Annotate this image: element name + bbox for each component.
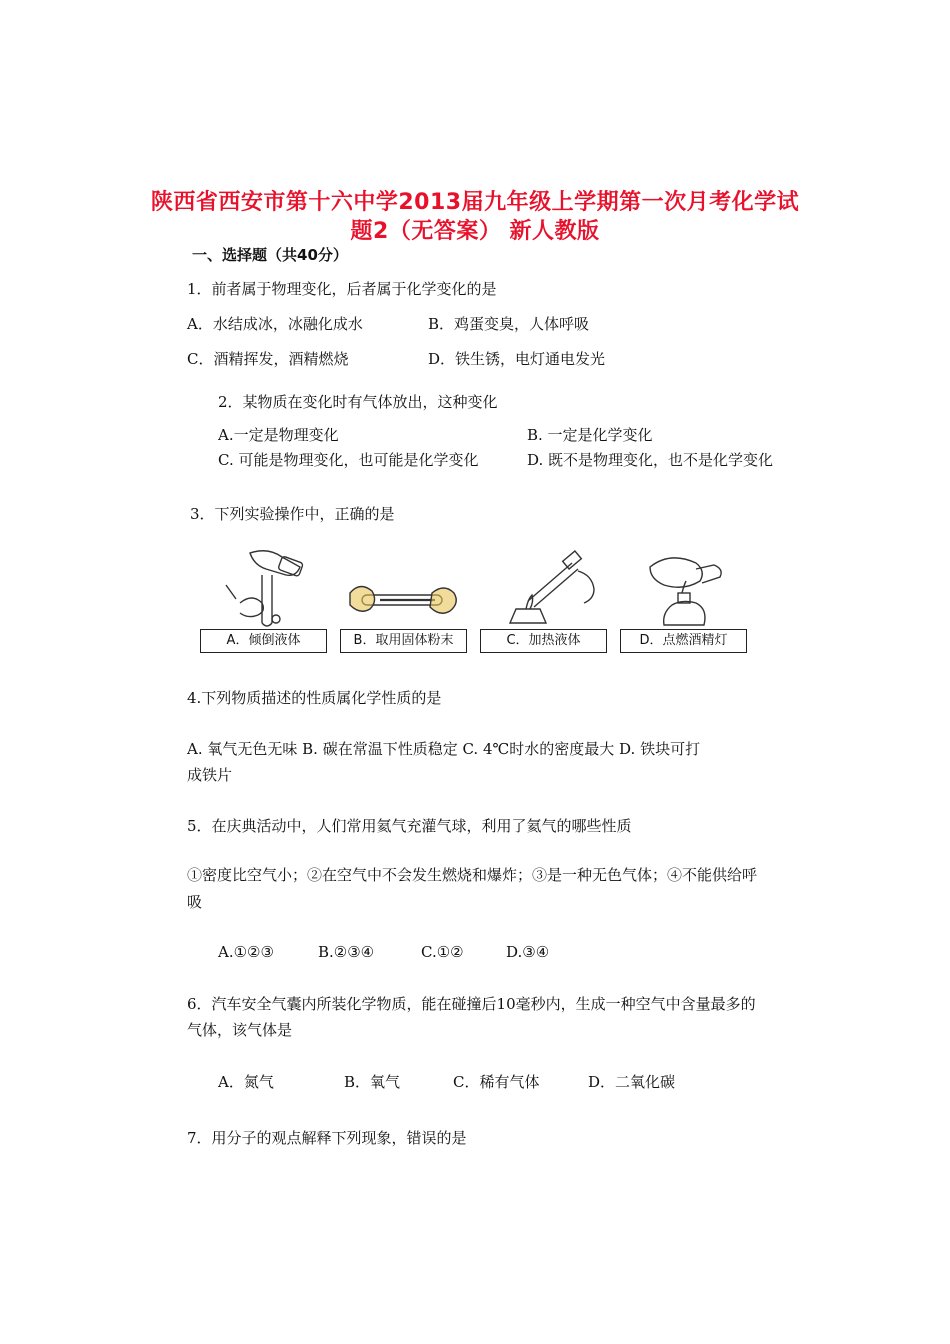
figure-b-caption: B．取用固体粉末 bbox=[340, 629, 467, 653]
heating-liquid-illustration bbox=[480, 545, 605, 629]
figure-d-lighting-lamp bbox=[620, 545, 745, 655]
question-3-stem: 3．下列实验操作中，正确的是 bbox=[190, 505, 395, 523]
question-4-options-line-1: A. 氧气无色无味 B. 碳在常温下性质稳定 C. 4℃时水的密度最大 D. 铁块可打 bbox=[187, 740, 701, 758]
question-6-stem-line-2: 气体，该气体是 bbox=[187, 1021, 293, 1039]
question-5-option-d: D.③④ bbox=[506, 943, 550, 961]
figure-c-caption: C．加热液体 bbox=[480, 629, 607, 653]
lab-operations-figure bbox=[200, 545, 740, 655]
question-5-option-a: A.①②③ bbox=[218, 943, 274, 961]
question-2-option-c: C. 可能是物理变化，也可能是化学变化 bbox=[218, 451, 479, 469]
question-1-option-a: A．水结成冰，冰融化成水 bbox=[187, 315, 363, 333]
lighting-lamp-illustration bbox=[620, 545, 745, 629]
question-1-stem: 1．前者属于物理变化，后者属于化学变化的是 bbox=[187, 280, 497, 298]
question-5-option-c: C.①② bbox=[421, 943, 464, 961]
question-5-items-line-2: 吸 bbox=[187, 893, 203, 911]
question-4-options-line-2: 成铁片 bbox=[187, 766, 233, 784]
section-heading: 一、选择题（共40分） bbox=[192, 246, 348, 264]
figure-c-heating-liquid bbox=[480, 545, 605, 655]
question-5-option-b: B.②③④ bbox=[318, 943, 375, 961]
question-1-option-b: B．鸡蛋变臭，人体呼吸 bbox=[428, 315, 590, 333]
question-4-stem: 4.下列物质描述的性质属化学性质的是 bbox=[187, 689, 442, 707]
question-2-stem: 2．某物质在变化时有气体放出，这种变化 bbox=[218, 393, 498, 411]
figure-a-pouring-liquid bbox=[200, 545, 325, 655]
question-2-option-b: B. 一定是化学变化 bbox=[527, 426, 653, 444]
figure-a-caption: A．倾倒液体 bbox=[200, 629, 327, 653]
question-1-option-d: D．铁生锈，电灯通电发光 bbox=[428, 350, 606, 368]
figure-d-caption: D．点燃酒精灯 bbox=[620, 629, 747, 653]
question-6-option-b: B．氧气 bbox=[344, 1073, 401, 1091]
question-5-stem: 5．在庆典活动中，人们常用氦气充灌气球，利用了氦气的哪些性质 bbox=[187, 817, 632, 835]
question-7-stem: 7．用分子的观点解释下列现象，错误的是 bbox=[187, 1129, 467, 1147]
question-6-option-d: D．二氧化碳 bbox=[588, 1073, 676, 1091]
question-2-option-a: A.一定是物理变化 bbox=[218, 426, 339, 444]
question-6-option-a: A．氮气 bbox=[218, 1073, 274, 1091]
question-6-stem-line-1: 6．汽车安全气囊内所装化学物质，能在碰撞后10毫秒内，生成一种空气中含量最多的 bbox=[187, 995, 756, 1013]
figure-b-taking-powder bbox=[340, 545, 465, 655]
question-2-option-d: D. 既不是物理变化，也不是化学变化 bbox=[527, 451, 774, 469]
question-1-option-c: C．酒精挥发，酒精燃烧 bbox=[187, 350, 349, 368]
document-title-line-2: 题2（无答案） 新人教版 bbox=[350, 219, 600, 244]
pouring-liquid-illustration bbox=[200, 545, 325, 629]
document-title-line-1: 陕西省西安市第十六中学2013届九年级上学期第一次月考化学试 bbox=[150, 190, 800, 215]
question-5-items-line-1: ①密度比空气小；②在空气中不会发生燃烧和爆炸；③是一种无色气体；④不能供给呼 bbox=[187, 866, 758, 884]
question-6-option-c: C．稀有气体 bbox=[453, 1073, 540, 1091]
taking-powder-illustration bbox=[340, 545, 465, 629]
